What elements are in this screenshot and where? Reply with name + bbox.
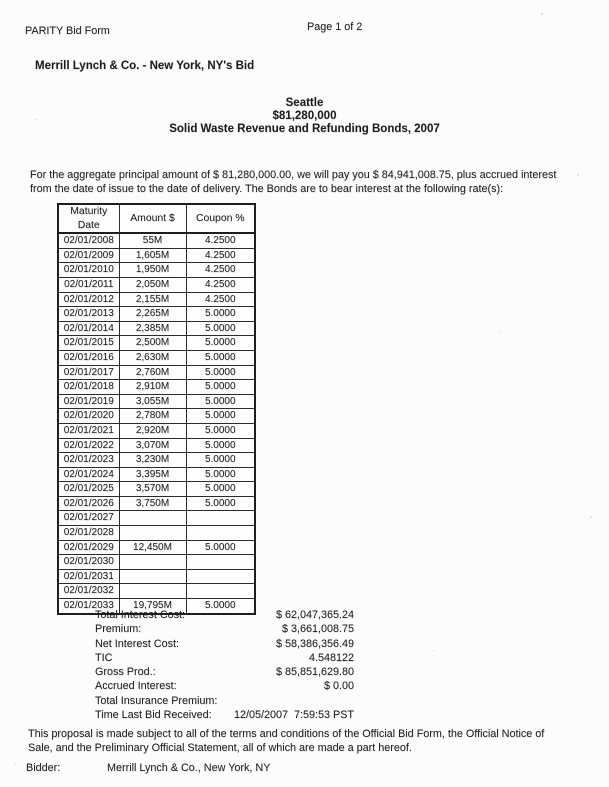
table-row (58, 263, 255, 278)
table-row (58, 321, 255, 336)
scan-noise-speck (500, 331, 502, 332)
summary-value: 4.548122 (308, 651, 354, 664)
maturity-date-cell: 02/01/2018 (58, 380, 119, 395)
maturity-date-cell: 02/01/2012 (58, 292, 119, 307)
maturity-date-cell: 02/01/2022 (58, 438, 119, 453)
summary-row (95, 709, 354, 723)
table-row (58, 482, 255, 497)
amount-cell: 3,750M (119, 496, 186, 511)
amount-cell: 2,910M (119, 380, 186, 395)
maturity-date-cell: 02/01/2028 (58, 526, 119, 541)
table-row (58, 336, 255, 351)
amount-cell: 1,950M (119, 263, 186, 278)
maturity-date-cell: 02/01/2011 (58, 277, 119, 292)
maturity-date-cell: 02/01/2025 (58, 482, 119, 497)
summary-row (95, 680, 354, 694)
maturity-date-cell: 02/01/2023 (58, 453, 119, 468)
coupon-cell: 4.2500 (186, 233, 255, 248)
issue-name: Solid Waste Revenue and Refunding Bonds, 2007 (169, 122, 440, 135)
maturity-date-cell: 02/01/2021 (58, 423, 119, 438)
amount-cell: 2,050M (119, 277, 186, 292)
table-row (58, 365, 255, 380)
amount-cell: 3,395M (119, 467, 186, 482)
column-header-maturity-date: Maturity Date (58, 204, 119, 233)
table-row (58, 526, 255, 541)
maturity-date-cell: 02/01/2030 (58, 555, 119, 570)
scan-noise-speck (15, 763, 16, 765)
coupon-cell: 4.2500 (186, 248, 255, 263)
table-row (58, 394, 255, 409)
amount-cell: 19,795M (119, 599, 186, 614)
summary-label: Net Interest Cost: (95, 637, 180, 650)
coupon-cell (186, 555, 255, 570)
coupon-cell: 5.0000 (186, 380, 255, 395)
summary-value: $ 62,047,365.24 (275, 609, 354, 621)
table-row (58, 569, 255, 584)
amount-cell (119, 584, 186, 599)
coupon-cell: 5.0000 (186, 438, 255, 453)
coupon-cell: 4.2500 (186, 263, 255, 278)
amount-cell: 12,450M (119, 540, 186, 555)
intro-line-2: from the date of issue to the date of delivery. The Bonds are to bear interest at the following rate(s): (30, 182, 504, 195)
rates-table (57, 203, 256, 615)
summary-value: $ 3,661,008.75 (281, 623, 354, 636)
par-amount: $81,280,000 (272, 109, 337, 122)
table-row (58, 467, 255, 482)
coupon-cell: 5.0000 (186, 482, 255, 497)
table-header-row (58, 204, 255, 233)
scan-noise-speck (35, 119, 37, 120)
amount-cell: 3,230M (119, 453, 186, 468)
coupon-cell: 5.0000 (186, 365, 255, 380)
summary-label: Premium: (95, 623, 142, 636)
maturity-date-cell: 02/01/2016 (58, 350, 119, 365)
table-row (58, 584, 255, 599)
coupon-cell: 5.0000 (186, 409, 255, 424)
maturity-date-cell: 02/01/2017 (58, 365, 119, 380)
coupon-cell: 5.0000 (186, 453, 255, 468)
maturity-date-cell: 02/01/2027 (58, 511, 119, 526)
maturity-date-cell: 02/01/2010 (58, 263, 119, 278)
amount-cell (119, 569, 186, 584)
bid-summary (95, 609, 354, 723)
intro-paragraph (30, 169, 556, 197)
issuer-name: Seattle (285, 97, 324, 109)
coupon-cell: 5.0000 (186, 540, 255, 555)
table-row (58, 496, 255, 511)
amount-cell: 3,070M (119, 438, 186, 453)
summary-label: Total Insurance Premium: (95, 694, 218, 707)
summary-label: Total Interest Cost: (95, 609, 186, 621)
intro-line-1: For the aggregate principal amount of $ 81,280,000.00, we will pay you $ 84,941,008.75, plus accrued interest (30, 169, 557, 181)
maturity-date-cell: 02/01/2015 (58, 336, 119, 351)
table-row (58, 292, 255, 307)
coupon-cell: 5.0000 (186, 423, 255, 438)
maturity-date-cell: 02/01/2032 (58, 584, 119, 599)
amount-cell: 2,155M (119, 292, 186, 307)
maturity-date-cell: 02/01/2024 (58, 467, 119, 482)
amount-cell: 2,760M (119, 365, 186, 380)
amount-cell: 55M (119, 233, 186, 248)
amount-cell: 2,630M (119, 350, 186, 365)
column-header-amount: Amount $ (119, 204, 186, 233)
table-row (58, 511, 255, 526)
bidder-name: Merrill Lynch & Co., New York, NY (107, 762, 271, 774)
summary-row (95, 666, 354, 680)
summary-row (95, 652, 354, 666)
rates-table-body (58, 233, 255, 613)
coupon-cell (186, 526, 255, 541)
table-row (58, 380, 255, 395)
coupon-cell: 4.2500 (186, 292, 255, 307)
issue-title-block (0, 97, 609, 136)
table-row (58, 307, 255, 322)
summary-value: $ 58,386,356.49 (275, 637, 354, 650)
scan-noise-speck (541, 13, 543, 15)
table-row (58, 350, 255, 365)
terms-line-1: This proposal is made subject to all of the terms and conditions of the Official Bid Form, the Official Notice of (28, 728, 545, 740)
maturity-date-cell: 02/01/2019 (58, 394, 119, 409)
coupon-cell (186, 511, 255, 526)
page-indicator: Page 1 of 2 (307, 21, 363, 33)
bidder-bid-title: Merrill Lynch & Co. - New York, NY's Bid (35, 60, 255, 72)
coupon-cell (186, 569, 255, 584)
summary-value: 12/05/2007 7:59:53 PST (233, 709, 354, 722)
scan-noise-speck (433, 650, 435, 651)
amount-cell: 1,605M (119, 248, 186, 263)
summary-value: $ 85,851,629.80 (275, 666, 354, 679)
amount-cell: 2,265M (119, 307, 186, 322)
table-row (58, 277, 255, 292)
coupon-cell: 5.0000 (186, 336, 255, 351)
amount-cell: 2,780M (119, 409, 186, 424)
summary-row (95, 638, 354, 652)
coupon-cell: 5.0000 (186, 394, 255, 409)
coupon-cell: 5.0000 (186, 467, 255, 482)
amount-cell: 3,055M (119, 394, 186, 409)
amount-cell (119, 526, 186, 541)
summary-label: Accrued Interest: (95, 680, 177, 693)
coupon-cell: 4.2500 (186, 277, 255, 292)
maturity-date-cell: 02/01/2013 (58, 307, 119, 322)
form-title: PARITY Bid Form (25, 25, 110, 37)
amount-cell: 3,570M (119, 482, 186, 497)
maturity-date-cell: 02/01/2029 (58, 540, 119, 555)
bidder-label: Bidder: (26, 762, 61, 774)
summary-label: TIC (95, 651, 113, 664)
terms-line-2: Sale, and the Preliminary Official Statement, all of which are made a part hereof. (28, 741, 412, 754)
scan-noise-speck (577, 174, 579, 176)
coupon-cell: 5.0000 (186, 496, 255, 511)
amount-cell: 2,500M (119, 336, 186, 351)
table-row (58, 248, 255, 263)
table-row (58, 540, 255, 555)
scan-noise-speck (370, 420, 371, 421)
coupon-cell: 5.0000 (186, 321, 255, 336)
table-row (58, 555, 255, 570)
table-row (58, 233, 255, 248)
maturity-date-cell: 02/01/2009 (58, 248, 119, 263)
coupon-cell: 5.0000 (186, 350, 255, 365)
amount-cell: 2,385M (119, 321, 186, 336)
amount-cell: 2,920M (119, 423, 186, 438)
terms-paragraph (28, 728, 544, 756)
coupon-cell: 5.0000 (186, 599, 255, 614)
coupon-cell (186, 584, 255, 599)
column-header-coupon: Coupon % (186, 204, 255, 233)
amount-cell (119, 555, 186, 570)
maturity-date-cell: 02/01/2033 (58, 599, 119, 614)
summary-row (95, 609, 354, 623)
scan-noise-speck (590, 516, 592, 518)
summary-label: Time Last Bid Received: (95, 709, 212, 722)
summary-row (95, 695, 354, 709)
table-row (58, 453, 255, 468)
coupon-cell: 5.0000 (186, 307, 255, 322)
amount-cell (119, 511, 186, 526)
table-row (58, 409, 255, 424)
maturity-date-cell: 02/01/2020 (58, 409, 119, 424)
maturity-date-cell: 02/01/2014 (58, 321, 119, 336)
maturity-date-cell: 02/01/2031 (58, 569, 119, 584)
table-row (58, 438, 255, 453)
maturity-date-cell: 02/01/2026 (58, 496, 119, 511)
summary-value: $ 0.00 (323, 680, 354, 693)
summary-row (95, 623, 354, 637)
table-row (58, 423, 255, 438)
maturity-date-cell: 02/01/2008 (58, 233, 119, 248)
summary-label: Gross Prod.: (95, 666, 156, 679)
